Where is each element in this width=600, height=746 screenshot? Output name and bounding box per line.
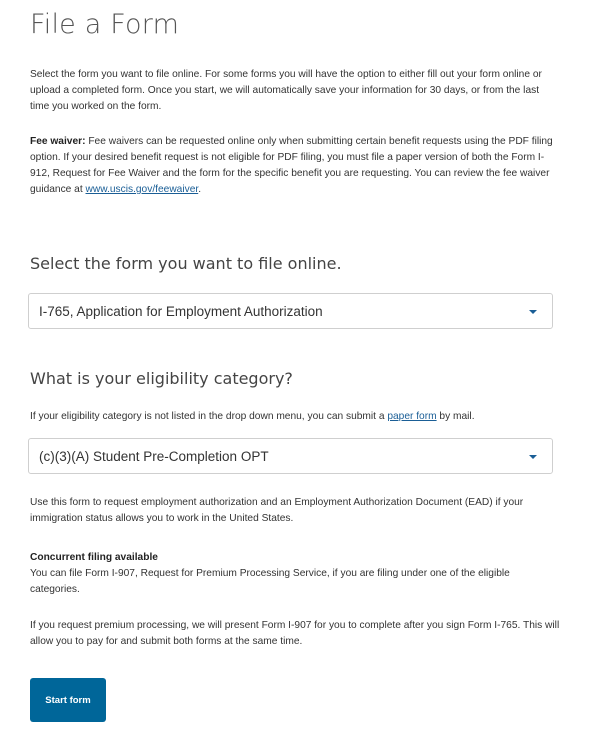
premium-processing-text: If you request premium processing, we will present Form I-907 for you to complete after you sign Form I-765. This will allow you to pay for and submit both forms at the same time. bbox=[30, 620, 560, 647]
eligibility-select-dropdown[interactable] bbox=[28, 438, 553, 474]
eligibility-helper-prefix: If your eligibility category is not listed in the drop down menu, you can submit a bbox=[30, 411, 388, 422]
eligibility-select-value: (c)(3)(A) Student Pre-Completion OPT bbox=[39, 448, 269, 464]
paper-form-link[interactable]: paper form bbox=[387, 411, 437, 422]
eligibility-helper-text bbox=[30, 409, 560, 425]
eligibility-heading: What is your eligibility category? bbox=[30, 369, 293, 388]
concurrent-text: You can file Form I-907, Request for Premium Processing Service, if you are filing under one of the eligible categories. bbox=[30, 568, 510, 595]
fee-waiver-link[interactable]: www.uscis.gov/feewaiver bbox=[85, 184, 199, 195]
eligibility-helper-suffix: by mail. bbox=[436, 411, 475, 422]
concurrent-filing-block bbox=[30, 550, 560, 598]
form-description: Use this form to request employment authorization and an Employment Authorization Document (EAD) if your immigration status allows you to work in the United States. bbox=[30, 497, 524, 524]
concurrent-heading: Concurrent filing available bbox=[30, 552, 158, 563]
fee-waiver-text bbox=[30, 134, 560, 198]
form-select-dropdown[interactable] bbox=[28, 293, 553, 329]
page-title: File a Form bbox=[30, 9, 180, 40]
fee-waiver-body: Fee waivers can be requested online only when submitting certain benefit requests using the PDF filing option. If your desired benefit request is not eligible for PDF filing, you must file a paper version of both the Form I-912, Request for Fee Waiver and the form for the specific benefit you are requesting. You can review the fee waiver guidance at bbox=[30, 136, 553, 195]
chevron-down-icon bbox=[529, 310, 537, 314]
form-select-value: I-765, Application for Employment Authorization bbox=[39, 303, 323, 319]
start-form-button[interactable]: Start form bbox=[30, 678, 106, 722]
intro-text: Select the form you want to file online. For some forms you will have the option to either fill out your form online or upload a completed form. Once you start, we will automatically save your information for 30 days, or from the last time you worked on the form. bbox=[30, 69, 542, 112]
fee-waiver-suffix: . bbox=[198, 184, 202, 195]
fee-waiver-label: Fee waiver: bbox=[30, 136, 86, 147]
chevron-down-icon bbox=[529, 455, 537, 459]
form-select-heading: Select the form you want to file online. bbox=[30, 254, 342, 273]
